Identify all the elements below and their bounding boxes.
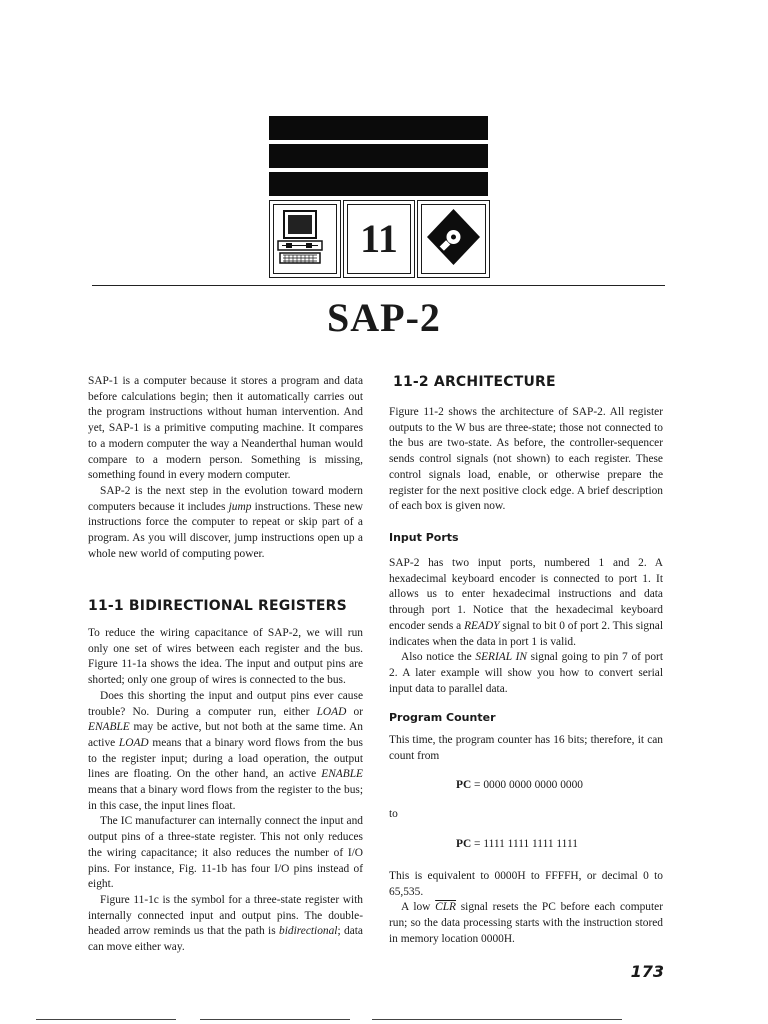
- section-11-2-text: [389, 405, 663, 515]
- program-counter-text: [389, 869, 663, 948]
- input-ports-paragraph-2: Also notice the SERIAL IN signal going to pin 7 of port 2. A later example will show you how to convert serial input data to parallel data.: [389, 651, 663, 695]
- program-counter-paragraph-1: This time, the program counter has 16 bits; therefore, it can count from: [389, 734, 663, 762]
- header-bar-2: [269, 144, 488, 168]
- section-11-1-paragraph-2: Does this shorting the input and output pins ever cause trouble? No. During a computer run, either LOAD or ENABLE may be active, but not both at the same time. An active LOAD means that a binary word flows from the bus to the register input; during a load operation, the output lines are floating. On the other hand, an active ENABLE means that a binary word flows from the register to the bus; in this case, the input lines float.: [88, 689, 364, 812]
- intro-paragraph-1: SAP-1 is a computer because it stores a program and data before calculations begin; then it automatically carries out the program instructions without human intervention. And yet, SAP-1 is a primitive computing machine. It compares to a modern computer the way a Neanderthal human would compare to a modern person. Something is missing, something found in every modern computer.: [88, 375, 363, 482]
- computer-icon: [270, 201, 340, 277]
- section-11-1-paragraph-1: To reduce the wiring capacitance of SAP-2, we will run only one set of wires between each register and the bus. Figure 11-1a shows the idea. The input and output pins are shorted; only one group of wires is connected to the bus.: [88, 627, 363, 687]
- header-bar-1: [269, 116, 488, 140]
- header-bar-3: [269, 172, 488, 196]
- intro-text: [88, 374, 363, 562]
- intro-paragraph-2: SAP-2 is the next step in the evolution toward modern computers because it includes jump instructions. These new instructions force the computer to repeat or skip part of a program. As you will discover, jump instructions open up a whole new world of computing power.: [88, 484, 363, 560]
- page-number: 173: [630, 962, 664, 981]
- floppy-disk-icon: [418, 201, 489, 277]
- section-11-1-heading: 11-1 BIDIRECTIONAL REGISTERS: [88, 598, 347, 614]
- chapter-title: SAP-2: [327, 295, 441, 340]
- program-counter-paragraph-2: This is equivalent to 0000H to FFFFH, or decimal 0 to 65,535.: [389, 870, 663, 898]
- program-counter-paragraph-3: A low $\overline{CLR}$ signal resets the PC before each computer run; so the data processing starts with the instruction stored in memory location 0000H.: [389, 901, 663, 945]
- computer-icon-box: [269, 200, 341, 278]
- section-11-1-text: [88, 626, 363, 956]
- bottom-edge-line: [200, 1019, 350, 1020]
- chapter-number: 11: [360, 216, 398, 261]
- bottom-edge-line: [36, 1019, 176, 1020]
- pc-to-label: to: [389, 808, 398, 820]
- section-11-1-paragraph-4: Figure 11-1c is the symbol for a three-state register with internally connected input and output pins. The double-headed arrow reminds us that the path is bidirectional; data can move either way.: [88, 893, 363, 954]
- disk-icon-box: [417, 200, 490, 278]
- input-ports-paragraph-1: SAP-2 has two input ports, numbered 1 and 2. A hexadecimal keyboard encoder is connected to port 1. It allows us to enter hexadecimal instructions and data through port 1. Notice that the hexadecimal keyboard encoder sends a READY signal to bit 0 of port 2. This signal indicates when the data in port 1 is valid.: [389, 557, 663, 648]
- chapter-number-box: [343, 200, 415, 278]
- section-11-2-paragraph-1: Figure 11-2 shows the architecture of SAP-2. All register outputs to the W bus are three-state; those not connected to the bus are two-state. As before, the controller-sequencer sends control signals (not shown) to each register. These control signals load, enable, or otherwise prepare the register for the next positive clock edge. A brief description of each box is given now.: [389, 406, 663, 513]
- header-rule: [92, 285, 665, 286]
- input-ports-heading: Input Ports: [389, 531, 459, 544]
- pc-equation-2: PC = 1111 1111 1111 1111: [456, 838, 578, 850]
- program-counter-intro: [389, 733, 663, 764]
- section-11-2-heading: 11-2 ARCHITECTURE: [393, 374, 556, 390]
- bottom-edge-line: [372, 1019, 622, 1020]
- section-11-1-paragraph-3: The IC manufacturer can internally connect the input and output pins of a three-state register. This not only reduces the wiring capacitance; it also reduces the number of I/O pins. For instance, Fig. 11-1b has four I/O pins instead of eight.: [88, 815, 363, 891]
- pc-equation-1: PC = 0000 0000 0000 0000: [456, 779, 583, 791]
- input-ports-text: [389, 556, 663, 697]
- program-counter-heading: Program Counter: [389, 711, 496, 724]
